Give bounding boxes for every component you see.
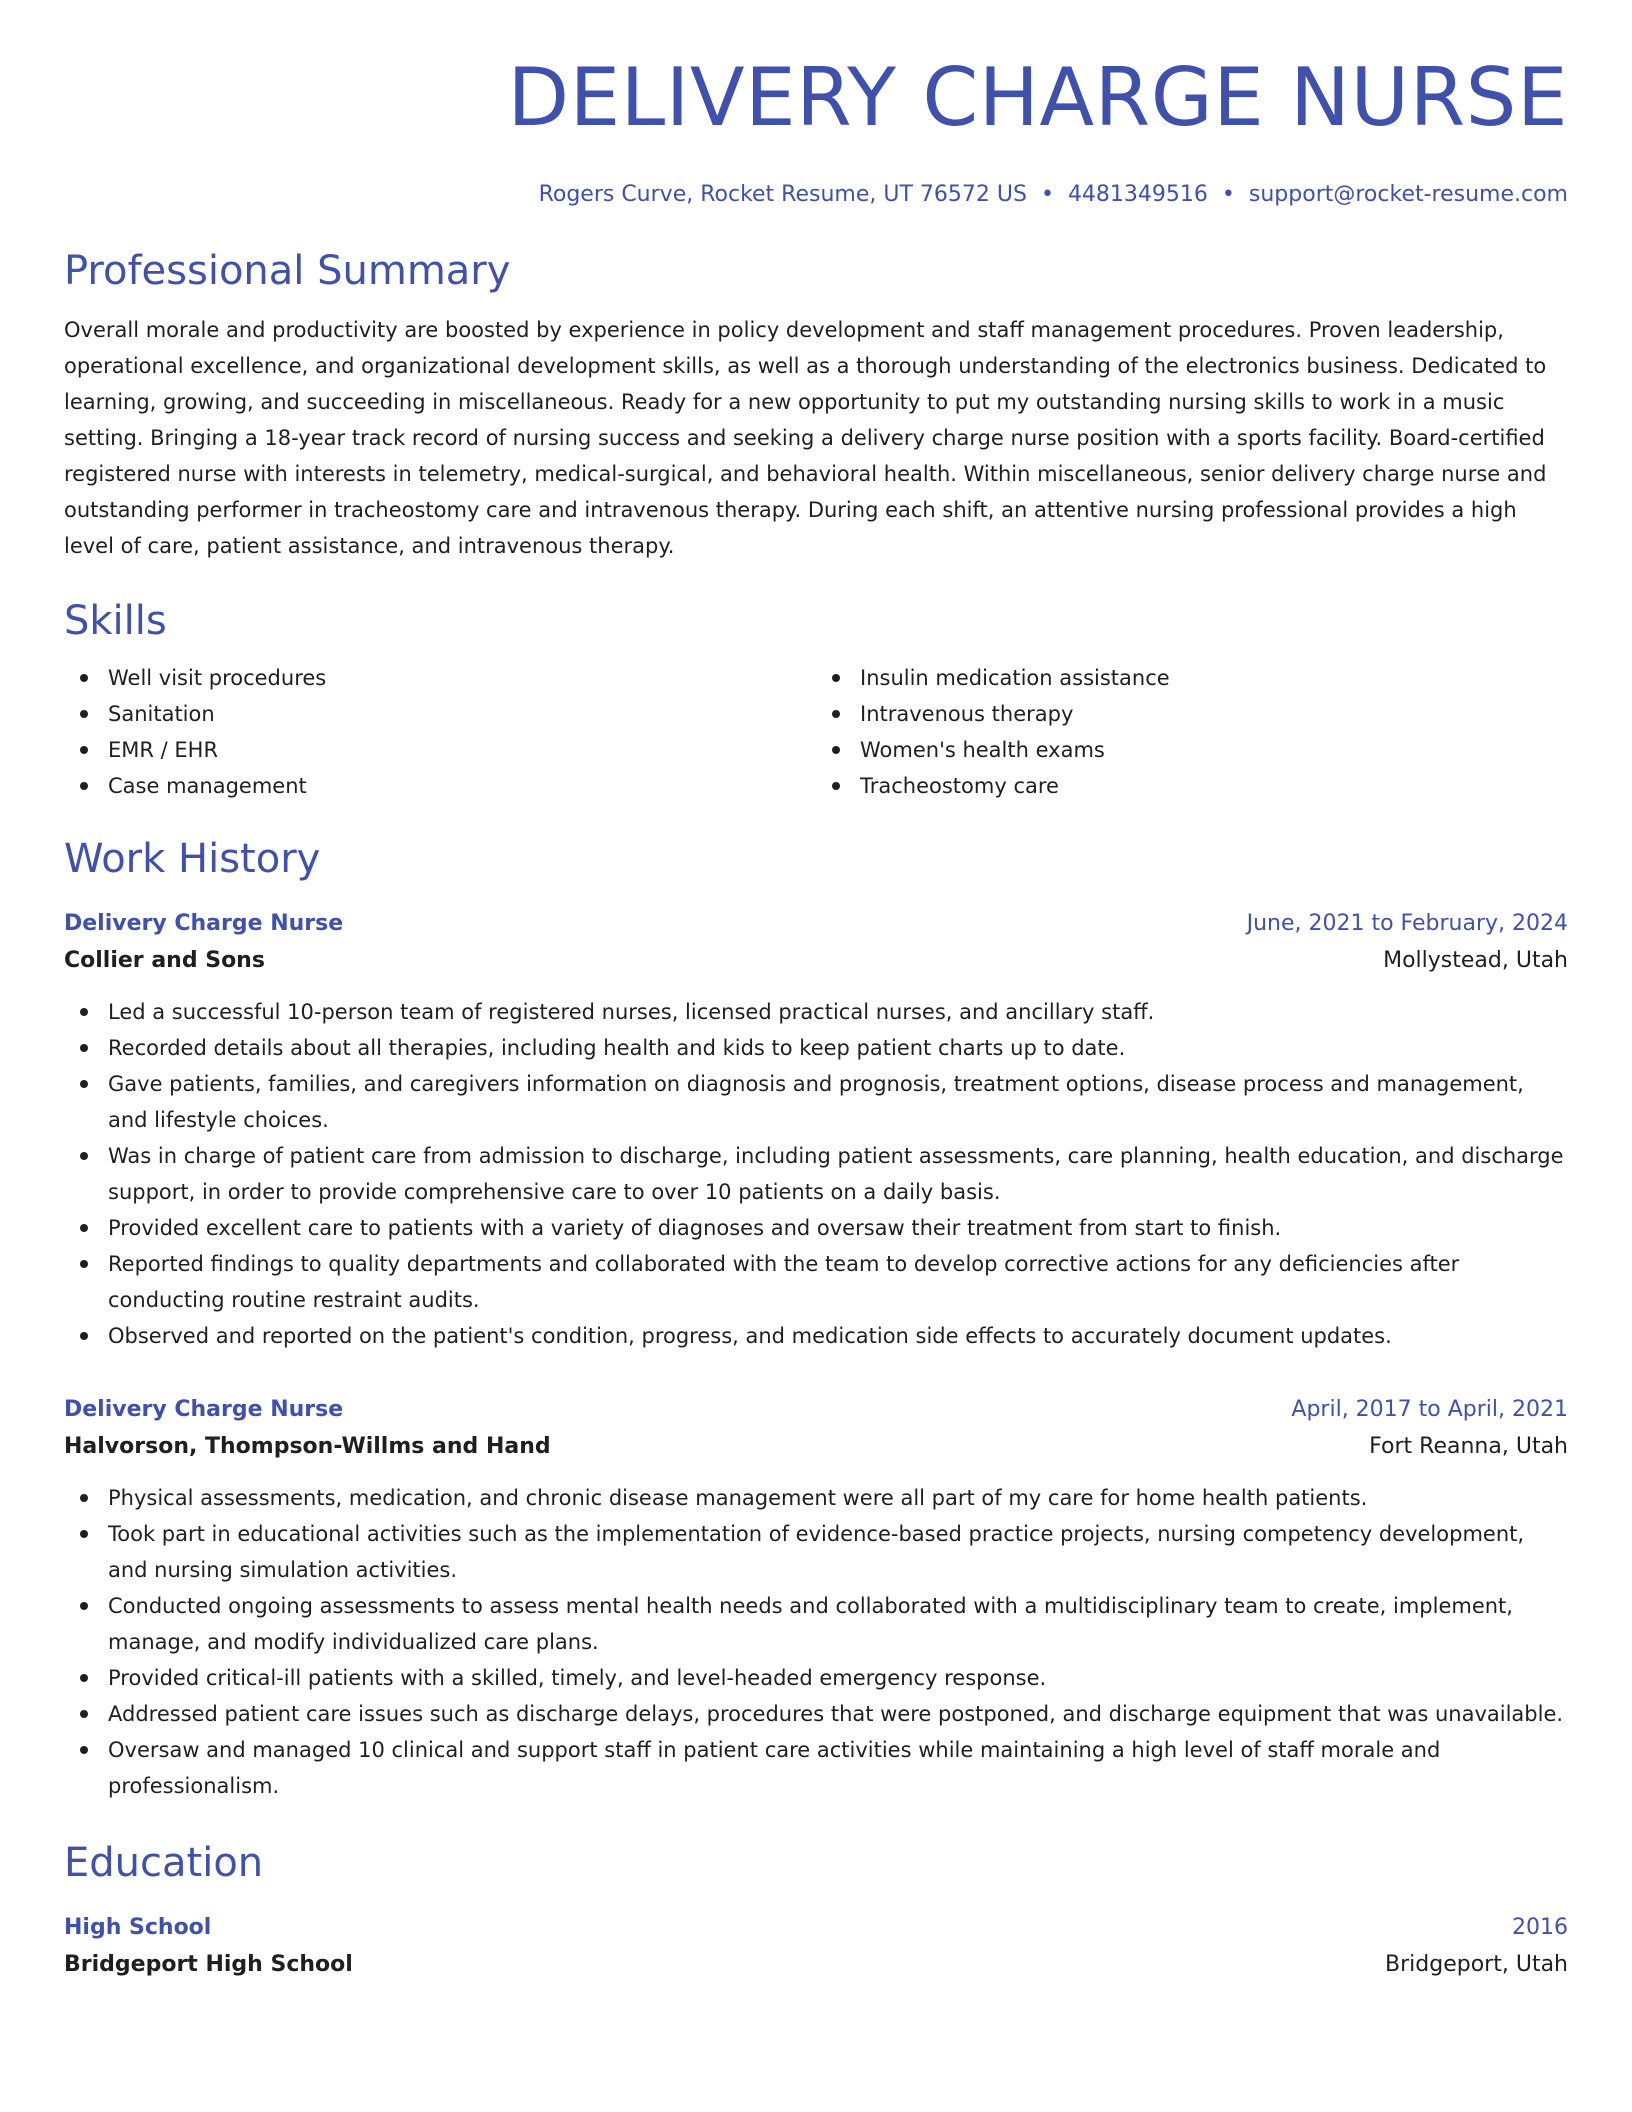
skill-item: Women's health exams [816,732,1568,768]
job-bullet: Led a successful 10-person team of registered nurses, licensed practical nurses, and ancillary staff. [64,994,1568,1030]
job-bullet: Was in charge of patient care from admission to discharge, including patient assessments, care planning, health education, and discharge support, in order to provide comprehensive care to over 10 patients on a daily basis. [64,1138,1568,1210]
summary-heading: Professional Summary [64,248,511,294]
job-dates: June, 2021 to February, 2024 [1246,911,1568,936]
job-location: Mollystead, Utah [1383,948,1568,973]
summary-text: Overall morale and productivity are boosted by experience in policy development and staff management procedures. Proven leadership, operational excellence, and organizational development skills, as well as a thorough understanding of the electronics business. Dedicated to learning, growing, and succeeding in miscellaneous. Ready for a new opportunity to put my outstanding nursing skills to work in a music setting. Bringing a 18-year track record of nursing success and seeking a delivery charge nurse position with a sports facility. Board-certified registered nurse with interests in telemetry, medical-surgical, and behavioral health. Within miscellaneous, senior delivery charge nurse and outstanding performer in tracheostomy care and intravenous therapy. During each shift, an attentive nursing professional provides a high level of care, patient assistance, and intravenous therapy. [64,318,1547,558]
job-company: Halvorson, Thompson-Willms and Hand [64,1434,551,1459]
job-title-row [64,906,1568,942]
skill-item: Well visit procedures [64,660,816,696]
job-entry [64,906,1568,1354]
summary-section [64,246,1568,564]
contact-address: Rogers Curve, Rocket Resume, UT 76572 US [538,182,1027,207]
job-bullet: Provided excellent care to patients with a variety of diagnoses and oversaw their treatment from start to finish. [64,1210,1568,1246]
job-bullet: Physical assessments, medication, and chronic disease management were all part of my care for home health patients. [64,1480,1568,1516]
job-title: Delivery Charge Nurse [64,1397,344,1422]
contact-separator: • [1040,182,1054,207]
contact-line [64,180,1568,210]
job-company-row [64,942,1568,980]
skill-item: Intravenous therapy [816,696,1568,732]
education-entry [64,1910,1568,1984]
skills-heading: Skills [64,598,167,644]
job-bullet: Oversaw and managed 10 clinical and support staff in patient care activities while maintaining a high level of staff morale and professionalism. [64,1732,1568,1804]
skills-grid [64,660,1568,804]
education-location: Bridgeport, Utah [1385,1952,1568,1977]
education-degree: High School [64,1915,212,1940]
contact-separator: • [1221,182,1235,207]
education-school: Bridgeport High School [64,1952,353,1977]
education-degree-row [64,1910,1568,1946]
skills-column-right [816,660,1568,804]
candidate-name: DELIVERY CHARGE NURSE [507,51,1568,144]
skill-item: Insulin medication assistance [816,660,1568,696]
job-entry [64,1392,1568,1804]
contact-phone[interactable]: 4481349516 [1067,182,1208,207]
job-bullet: Provided critical-ill patients with a skilled, timely, and level-headed emergency response. [64,1660,1568,1696]
skills-section [64,596,1568,804]
job-bullet: Recorded details about all therapies, including health and kids to keep patient charts up to date. [64,1030,1568,1066]
education-school-row [64,1946,1568,1984]
job-bullets [64,1480,1568,1804]
job-bullets [64,994,1568,1354]
work-history-heading: Work History [64,836,321,882]
job-bullet: Reported findings to quality departments and collaborated with the team to develop corrective actions for any deficiencies after conducting routine restraint audits. [64,1246,1568,1318]
education-heading: Education [64,1840,264,1886]
skill-item: Tracheostomy care [816,768,1568,804]
work-history-section [64,834,1568,1804]
job-company-row [64,1428,1568,1466]
job-bullet: Observed and reported on the patient's condition, progress, and medication side effects to accurately document updates. [64,1318,1568,1354]
skills-column-left [64,660,816,804]
job-bullet: Addressed patient care issues such as discharge delays, procedures that were postponed, and discharge equipment that was unavailable. [64,1696,1568,1732]
contact-email[interactable]: support@rocket-resume.com [1248,182,1568,207]
skill-item: EMR / EHR [64,732,816,768]
skill-item: Sanitation [64,696,816,732]
job-bullet: Gave patients, families, and caregivers information on diagnosis and prognosis, treatment options, disease process and management, and lifestyle choices. [64,1066,1568,1138]
job-dates: April, 2017 to April, 2021 [1291,1397,1568,1422]
resume-header [64,48,1568,210]
job-bullet: Conducted ongoing assessments to assess mental health needs and collaborated with a multidisciplinary team to create, implement, manage, and modify individualized care plans. [64,1588,1568,1660]
job-title-row [64,1392,1568,1428]
skill-item: Case management [64,768,816,804]
job-title: Delivery Charge Nurse [64,911,344,936]
education-section [64,1838,1568,1984]
job-company: Collier and Sons [64,948,265,973]
job-bullet: Took part in educational activities such as the implementation of evidence-based practice projects, nursing competency development, and nursing simulation activities. [64,1516,1568,1588]
job-location: Fort Reanna, Utah [1369,1434,1568,1459]
education-year: 2016 [1512,1915,1568,1940]
